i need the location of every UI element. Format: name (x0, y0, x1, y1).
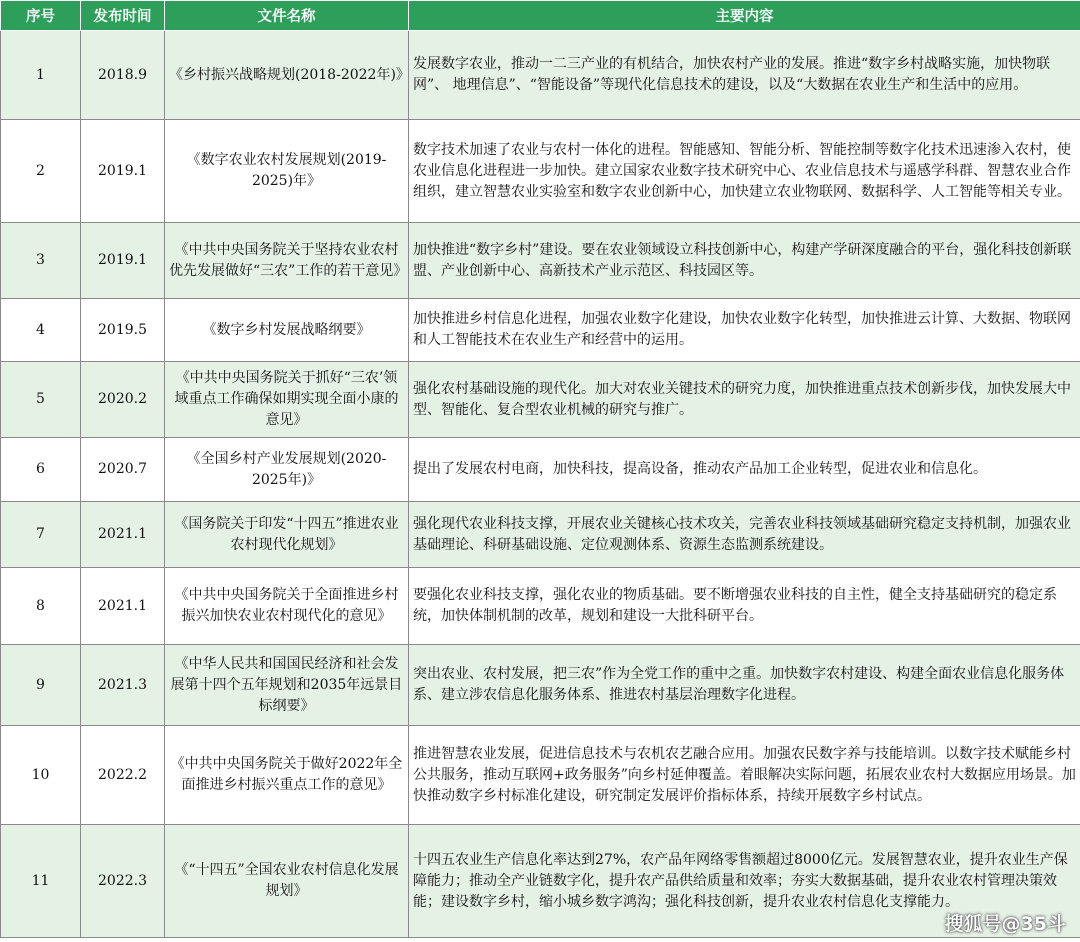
row-date: 2019.1 (81, 223, 165, 299)
row-content: 强化农村基础设施的现代化。加大对农业关键技术的研究力度，加快推进重点技术创新步伐，加快发展大中型、智能化、复合型农业机械的研究与推广。 (409, 362, 1080, 438)
row-index: 3 (1, 223, 81, 299)
row-content: 加快推进乡村信息化进程，加强农业数字化建设，加快农业数字化转型，加快推进云计算、大数据、物联网和人工智能技术在农业生产和经营中的运用。 (409, 299, 1080, 362)
row-document: 《中共中央国务院关于做好2022年全面推进乡村振兴重点工作的意见》 (165, 726, 409, 825)
row-index: 4 (1, 299, 81, 362)
row-date: 2019.5 (81, 299, 165, 362)
row-content: 突出农业、农村发展，把三农”作为全党工作的重中之重。加快数字农村建设、构建全面农业信息化服务体系、建立涉农信息化服务体系、推进农村基层治理数字化进程。 (409, 645, 1080, 726)
row-index: 10 (1, 726, 81, 825)
row-index: 2 (1, 120, 81, 223)
row-index: 11 (1, 825, 81, 938)
row-index: 7 (1, 502, 81, 568)
row-content: 强化现代农业科技支撑，开展农业关键核心技术攻关，完善农业科技领域基础研究稳定支持机制，加强农业基础理论、科研基础设施、定位观测体系、资源生态监测系统建设。 (409, 502, 1080, 568)
row-content: 推进智慧农业发展，促进信息技术与农机农艺融合应用。加强农民数字养与技能培训。以数字技术赋能乡村公共服务，推动互联网+政务服务”向乡村延伸覆盖。着眼解决实际问题，拓展农业农村大数据应用场景。加快推动数字乡村标准化建设，研究制定发展评价指标体系，持续开展数字乡村试点。 (409, 726, 1080, 825)
row-date: 2022.3 (81, 825, 165, 938)
watermark-text: 搜狐号@35斗 (944, 913, 1066, 935)
row-date: 2021.1 (81, 568, 165, 645)
table-row (1, 362, 1080, 438)
row-date: 2021.3 (81, 645, 165, 726)
row-content: 提出了发展农村电商，加快科技，提高设备，推动农产品加工企业转型，促进农业和信息化。 (409, 438, 1080, 502)
row-index: 1 (1, 31, 81, 120)
row-document: 《“十四五”全国农业农村信息化发展规划》 (165, 825, 409, 938)
header-content: 主要内容 (409, 1, 1080, 31)
table-row (1, 726, 1080, 825)
row-document: 《中共中央国务院关于坚持农业农村优先发展做好“三农”工作的若干意见》 (165, 223, 409, 299)
row-content: 要强化农业科技支撑，强化农业的物质基础。要不断增强农业科技的自主性，健全支持基础研究的稳定系统，加快体制机制的改革，规划和建设一大批科研平台。 (409, 568, 1080, 645)
row-document: 《中共中央国务院关于抓好“三农’领域重点工作确保如期实现全面小康的意见》 (165, 362, 409, 438)
row-date: 2020.7 (81, 438, 165, 502)
row-index: 9 (1, 645, 81, 726)
row-document: 《中共中央国务院关于全面推进乡村振兴加快农业农村现代化的意见》 (165, 568, 409, 645)
row-index: 6 (1, 438, 81, 502)
row-document: 《全国乡村产业发展规划(2020-2025年)》 (165, 438, 409, 502)
row-index: 5 (1, 362, 81, 438)
header-date: 发布时间 (81, 1, 165, 31)
table-row (1, 502, 1080, 568)
table-row (1, 120, 1080, 223)
row-date: 2020.2 (81, 362, 165, 438)
row-document: 《数字乡村发展战略纲要》 (165, 299, 409, 362)
header-row (1, 1, 1080, 31)
row-date: 2022.2 (81, 726, 165, 825)
table-row (1, 31, 1080, 120)
row-date: 2018.9 (81, 31, 165, 120)
table-row (1, 645, 1080, 726)
row-content: 发展数字农业，推动一二三产业的有机结合，加快农村产业的发展。推进“数字乡村战略实施，加快物联网”、 地理信息”、“智能设备”等现代化信息技术的建设，以及“大数据在农业生产和生活中的应用。 (409, 31, 1080, 120)
header-document: 文件名称 (165, 1, 409, 31)
row-date: 2021.1 (81, 502, 165, 568)
table-row (1, 825, 1080, 938)
table-row (1, 438, 1080, 502)
row-content: 加快推进“数字乡村”建设。要在农业领域设立科技创新中心，构建产学研深度融合的平台，强化科技创新联盟、产业创新中心、高新技术产业示范区、科技园区等。 (409, 223, 1080, 299)
row-date: 2019.1 (81, 120, 165, 223)
row-document: 《乡村振兴战略规划(2018-2022年)》 (165, 31, 409, 120)
row-document: 《中华人民共和国国民经济和社会发展第十四个五年规划和2035年远景目标纲要》 (165, 645, 409, 726)
row-content: 数字技术加速了农业与农村一体化的进程。智能感知、智能分析、智能控制等数字化技术迅速渗入农村，使农业信息化进程进一步加快。建立国家农业数字技术研究中心、农业信息技术与遥感学科群、智慧农业合作组织，建立智慧农业实验室和数字农业创新中心，加快建立农业物联网、数据科学、人工智能等相关专业。 (409, 120, 1080, 223)
table-row (1, 568, 1080, 645)
row-document: 《国务院关于印发“十四五”推进农业农村现代化规划》 (165, 502, 409, 568)
table-row (1, 223, 1080, 299)
row-document: 《数字农业农村发展规划(2019-2025)年》 (165, 120, 409, 223)
header-index: 序号 (1, 1, 81, 31)
row-content: 十四五农业生产信息化率达到27%，农产品年网络零售额超过8000亿元。发展智慧农业，提升农业生产保障能力；推动全产业链数字化，提升农产品供给质量和效率；夯实大数据基础，提升农业农村管理决策效能；建设数字乡村，缩小城乡数字鸿沟；强化科技创新，提升农业农村信息化支撑能力。 (409, 825, 1080, 938)
row-index: 8 (1, 568, 81, 645)
table-row (1, 299, 1080, 362)
